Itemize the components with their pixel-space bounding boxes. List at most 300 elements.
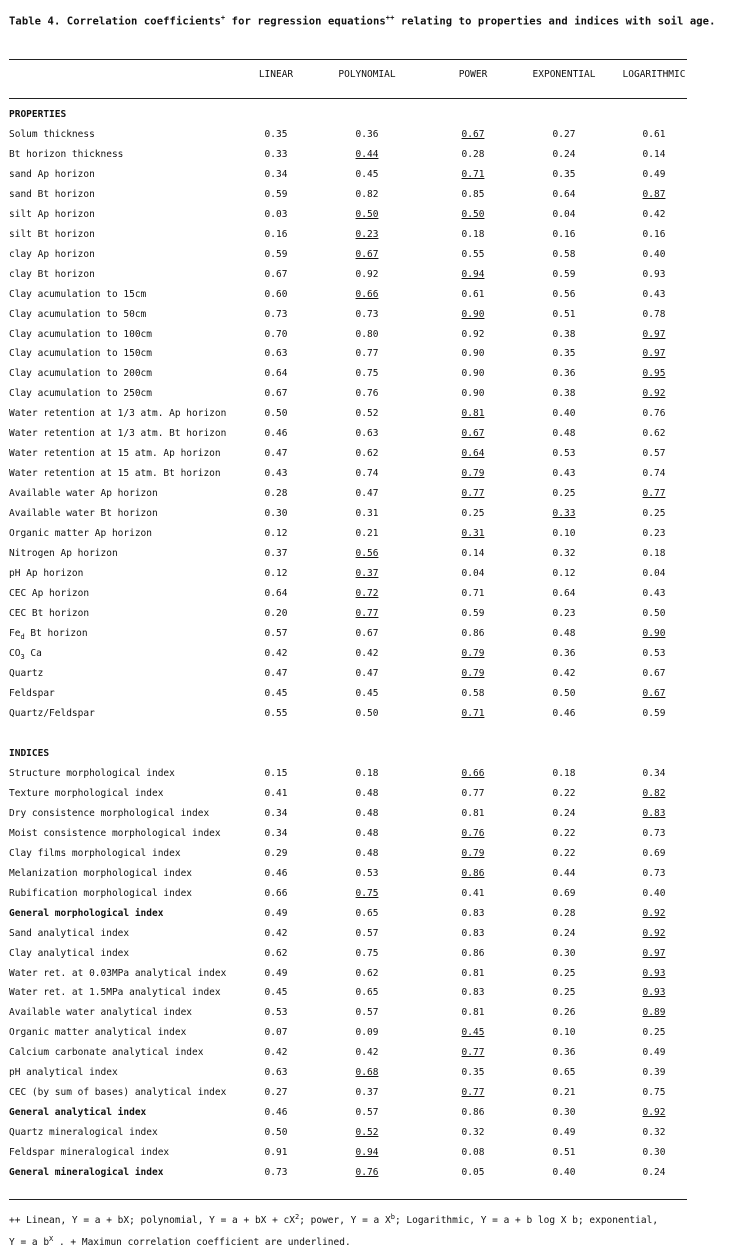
cell-polynomial: 0.48 (355, 827, 379, 839)
cell-logarithmic: 0.39 (642, 1067, 666, 1079)
cell-linear: 0.57 (264, 627, 288, 639)
cell-linear: 0.07 (264, 1027, 288, 1039)
row-label: CEC Bt horizon (9, 607, 90, 619)
table-title (9, 8, 727, 32)
cell-linear: 0.12 (264, 567, 288, 579)
header-rule (9, 98, 687, 99)
cell-logarithmic: 0.82 (642, 787, 666, 799)
cell-exponential: 0.43 (552, 468, 576, 480)
cell-exponential: 0.28 (552, 907, 576, 919)
cell-logarithmic: 0.57 (642, 448, 666, 460)
cell-linear: 0.64 (264, 587, 288, 599)
table-row (0, 887, 700, 901)
table-row (0, 1146, 700, 1160)
cell-power: 0.86 (461, 627, 485, 639)
cell-linear: 0.46 (264, 867, 288, 879)
row-label: Clay acumulation to 250cm (9, 388, 152, 400)
cell-exponential: 0.22 (552, 787, 576, 799)
row-label: Clay analytical index (9, 947, 130, 959)
section-heading-properties: PROPERTIES (9, 109, 67, 120)
cell-exponential: 0.48 (552, 627, 576, 639)
cell-logarithmic: 0.92 (642, 927, 666, 939)
cell-logarithmic: 0.62 (642, 428, 666, 440)
row-label: Calcium carbonate analytical index (9, 1047, 204, 1059)
table-row (0, 347, 700, 361)
cell-linear: 0.91 (264, 1147, 288, 1159)
cell-exponential: 0.26 (552, 1007, 576, 1019)
row-label: Available water Ap horizon (9, 488, 158, 500)
cell-power: 0.32 (461, 1127, 485, 1139)
cell-polynomial: 0.72 (355, 587, 379, 599)
table-row (0, 1066, 700, 1080)
cell-polynomial: 0.82 (355, 188, 379, 200)
table-row (0, 647, 700, 661)
cell-power: 0.77 (461, 1047, 485, 1059)
cell-polynomial: 0.50 (355, 208, 379, 220)
cell-polynomial: 0.74 (355, 468, 379, 480)
cell-polynomial: 0.63 (355, 428, 379, 440)
cell-linear: 0.12 (264, 528, 288, 539)
cell-linear: 0.63 (264, 1067, 288, 1079)
cell-power: 0.35 (461, 1067, 485, 1079)
cell-power: 0.83 (461, 907, 485, 919)
cell-power: 0.81 (461, 408, 485, 420)
cell-power: 0.94 (461, 268, 485, 280)
cell-logarithmic: 0.18 (642, 547, 666, 559)
cell-power: 0.79 (461, 468, 485, 480)
cell-exponential: 0.59 (552, 268, 576, 280)
cell-linear: 0.49 (264, 967, 288, 979)
cell-power: 0.86 (461, 947, 485, 959)
cell-linear: 0.50 (264, 408, 288, 420)
column-header-exponential: EXPONENTIAL (532, 69, 596, 80)
table-row (0, 807, 700, 821)
cell-logarithmic: 0.69 (642, 847, 666, 859)
cell-logarithmic: 0.83 (642, 807, 666, 819)
table-row (0, 527, 700, 541)
cell-polynomial: 0.75 (355, 947, 379, 959)
cell-exponential: 0.24 (552, 148, 576, 160)
footnote-part-a: ++ Linean, Y = a + bX; polynomial, Y = a + bX + cX (9, 1215, 295, 1227)
cell-logarithmic: 0.78 (642, 308, 666, 320)
row-label: silt Bt horizon (9, 228, 95, 240)
cell-exponential: 0.40 (552, 1167, 576, 1178)
cell-power: 0.59 (461, 607, 485, 619)
table-row (0, 208, 700, 222)
table-row (0, 827, 700, 841)
table-row (0, 627, 700, 641)
cell-logarithmic: 0.23 (642, 528, 666, 539)
cell-power: 0.90 (461, 308, 485, 320)
column-header-linear: LINEAR (258, 69, 294, 80)
cell-polynomial: 0.92 (355, 268, 379, 280)
cell-linear: 0.66 (264, 887, 288, 899)
cell-exponential: 0.51 (552, 308, 576, 320)
cell-power: 0.92 (461, 328, 485, 340)
table-row (0, 947, 700, 961)
row-label: Feldspar (9, 687, 55, 699)
table-row (0, 587, 700, 601)
cell-polynomial: 0.65 (355, 907, 379, 919)
cell-power: 0.90 (461, 388, 485, 400)
cell-power: 0.50 (461, 208, 485, 220)
footnote (9, 1208, 727, 1252)
cell-logarithmic: 0.30 (642, 1147, 666, 1159)
cell-logarithmic: 0.25 (642, 508, 666, 520)
row-label: Melanization morphological index (9, 867, 193, 879)
cell-polynomial: 0.42 (355, 647, 379, 659)
cell-exponential: 0.69 (552, 887, 576, 899)
cell-logarithmic: 0.76 (642, 408, 666, 420)
cell-logarithmic: 0.93 (642, 987, 666, 999)
cell-exponential: 0.36 (552, 647, 576, 659)
cell-exponential: 0.12 (552, 567, 576, 579)
cell-polynomial: 0.75 (355, 887, 379, 899)
row-label: Solum thickness (9, 129, 95, 140)
cell-exponential: 0.25 (552, 967, 576, 979)
cell-linear: 0.42 (264, 647, 288, 659)
cell-power: 0.81 (461, 967, 485, 979)
cell-logarithmic: 0.50 (642, 607, 666, 619)
cell-polynomial: 0.62 (355, 967, 379, 979)
cell-logarithmic: 0.92 (642, 1107, 666, 1119)
table-row (0, 447, 700, 461)
cell-power: 0.41 (461, 887, 485, 899)
cell-linear: 0.29 (264, 847, 288, 859)
cell-exponential: 0.10 (552, 528, 576, 539)
cell-linear: 0.59 (264, 248, 288, 260)
cell-power: 0.85 (461, 188, 485, 200)
table-row (0, 907, 700, 921)
cell-power: 0.76 (461, 827, 485, 839)
row-label: CEC Ap horizon (9, 587, 90, 599)
cell-logarithmic: 0.89 (642, 1007, 666, 1019)
cell-polynomial: 0.67 (355, 627, 379, 639)
footnote-sup-d: X (49, 1235, 54, 1244)
cell-power: 0.14 (461, 547, 485, 559)
cell-power: 0.71 (461, 587, 485, 599)
row-label: sand Bt horizon (9, 188, 95, 200)
cell-power: 0.77 (461, 787, 485, 799)
cell-polynomial: 0.47 (355, 488, 379, 500)
cell-logarithmic: 0.43 (642, 288, 666, 300)
row-label: Clay films morphological index (9, 847, 181, 859)
cell-linear: 0.67 (264, 388, 288, 400)
cell-exponential: 0.04 (552, 208, 576, 220)
table-row (0, 487, 700, 501)
table-row (0, 308, 700, 322)
cell-linear: 0.43 (264, 468, 288, 480)
row-label: Clay acumulation to 150cm (9, 348, 152, 360)
row-label: Available water Bt horizon (9, 508, 158, 520)
cell-polynomial: 0.48 (355, 807, 379, 819)
cell-power: 0.79 (461, 667, 485, 679)
row-label: Quartz mineralogical index (9, 1127, 158, 1139)
table-row (0, 248, 700, 262)
cell-power: 0.86 (461, 867, 485, 879)
cell-logarithmic: 0.97 (642, 348, 666, 360)
cell-exponential: 0.36 (552, 368, 576, 380)
column-header-power: POWER (458, 69, 488, 80)
cell-power: 0.55 (461, 248, 485, 260)
table-row (0, 387, 700, 401)
cell-logarithmic: 0.43 (642, 587, 666, 599)
cell-linear: 0.42 (264, 927, 288, 939)
cell-power: 0.81 (461, 807, 485, 819)
cell-linear: 0.67 (264, 268, 288, 280)
column-header-logarithmic: LOGARITHMIC (622, 69, 686, 80)
cell-linear: 0.73 (264, 308, 288, 320)
cell-polynomial: 0.94 (355, 1147, 379, 1159)
cell-polynomial: 0.44 (355, 148, 379, 160)
cell-power: 0.79 (461, 647, 485, 659)
table-row (0, 1126, 700, 1140)
row-label: Structure morphological index (9, 768, 175, 779)
cell-linear: 0.16 (264, 228, 288, 240)
footnote-sup-a: 2 (294, 1213, 300, 1221)
row-label: Texture morphological index (9, 787, 164, 799)
cell-linear: 0.53 (264, 1007, 288, 1019)
row-label: Bt horizon thickness (9, 148, 124, 160)
table-row (0, 168, 700, 182)
cell-exponential: 0.56 (552, 288, 576, 300)
cell-logarithmic: 0.16 (642, 228, 666, 240)
table-row (0, 1086, 700, 1100)
cell-polynomial: 0.18 (355, 768, 379, 779)
cell-linear: 0.30 (264, 508, 288, 520)
cell-logarithmic: 0.24 (642, 1167, 666, 1178)
table-row (0, 288, 700, 302)
cell-linear: 0.34 (264, 827, 288, 839)
row-label: clay Bt horizon (9, 268, 95, 280)
cell-polynomial: 0.57 (355, 927, 379, 939)
table-row (0, 367, 700, 381)
cell-exponential: 0.25 (552, 987, 576, 999)
cell-linear: 0.63 (264, 348, 288, 360)
row-label: $CO_3$ Ca (9, 647, 42, 661)
cell-polynomial: 0.37 (355, 1087, 379, 1099)
cell-linear: 0.59 (264, 188, 288, 200)
cell-logarithmic: 0.04 (642, 567, 666, 579)
cell-linear: 0.60 (264, 288, 288, 300)
row-label: Moist consistence morphological index (9, 827, 221, 839)
row-label: pH analytical index (9, 1067, 118, 1079)
cell-power: 0.04 (461, 567, 485, 579)
table-row (0, 128, 700, 142)
cell-exponential: 0.10 (552, 1027, 576, 1039)
footnote-part-b: ; power, Y = a X (299, 1215, 391, 1227)
cell-power: 0.61 (461, 288, 485, 300)
cell-exponential: 0.24 (552, 927, 576, 939)
cell-linear: 0.70 (264, 328, 288, 340)
cell-power: 0.67 (461, 428, 485, 440)
cell-linear: 0.46 (264, 428, 288, 440)
table-row (0, 787, 700, 801)
cell-exponential: 0.16 (552, 228, 576, 240)
cell-power: 0.86 (461, 1107, 485, 1119)
table-row (0, 407, 700, 421)
cell-logarithmic: 0.97 (642, 328, 666, 340)
cell-power: 0.90 (461, 348, 485, 360)
table-row (0, 328, 700, 342)
table-row (0, 847, 700, 861)
row-label: Clay acumulation to 200cm (9, 368, 152, 380)
cell-polynomial: 0.56 (355, 547, 379, 559)
row-label: silt Ap horizon (9, 208, 95, 220)
row-label: Feldspar mineralogical index (9, 1147, 170, 1159)
table-row (0, 188, 700, 202)
cell-power: 0.08 (461, 1147, 485, 1159)
cell-polynomial: 0.80 (355, 328, 379, 340)
cell-polynomial: 0.48 (355, 847, 379, 859)
cell-exponential: 0.24 (552, 807, 576, 819)
cell-power: 0.90 (461, 368, 485, 380)
cell-power: 0.66 (461, 768, 485, 779)
cell-power: 0.31 (461, 528, 485, 539)
cell-linear: 0.20 (264, 607, 288, 619)
table-row (0, 567, 700, 581)
table-row (0, 427, 700, 441)
cell-exponential: 0.33 (552, 508, 576, 520)
cell-power: 0.64 (461, 448, 485, 460)
cell-polynomial: 0.45 (355, 168, 379, 180)
cell-polynomial: 0.42 (355, 1047, 379, 1059)
cell-polynomial: 0.31 (355, 508, 379, 520)
row-label: General analytical index (9, 1107, 147, 1119)
table-row (0, 1006, 700, 1020)
row-label: Water retention at 1/3 atm. Bt horizon (9, 428, 227, 440)
cell-linear: 0.47 (264, 448, 288, 460)
cell-polynomial: 0.75 (355, 368, 379, 380)
cell-exponential: 0.36 (552, 1047, 576, 1059)
cell-logarithmic: 0.93 (642, 967, 666, 979)
cell-exponential: 0.49 (552, 1127, 576, 1139)
table-row (0, 1026, 700, 1040)
table-row (0, 467, 700, 481)
cell-exponential: 0.64 (552, 188, 576, 200)
cell-power: 0.83 (461, 987, 485, 999)
cell-polynomial: 0.65 (355, 987, 379, 999)
cell-linear: 0.33 (264, 148, 288, 160)
cell-exponential: 0.44 (552, 867, 576, 879)
cell-linear: 0.27 (264, 1087, 288, 1099)
table-row (0, 607, 700, 621)
table-row (0, 1046, 700, 1060)
cell-logarithmic: 0.75 (642, 1087, 666, 1099)
cell-logarithmic: 0.93 (642, 268, 666, 280)
row-label: sand Ap horizon (9, 168, 95, 180)
cell-polynomial: 0.62 (355, 448, 379, 460)
cell-polynomial: 0.52 (355, 408, 379, 420)
cell-linear: 0.49 (264, 907, 288, 919)
cell-polynomial: 0.57 (355, 1107, 379, 1119)
title-sup-1: + (220, 14, 226, 22)
cell-logarithmic: 0.14 (642, 148, 666, 160)
cell-polynomial: 0.53 (355, 867, 379, 879)
row-label: Sand analytical index (9, 927, 130, 939)
cell-logarithmic: 0.73 (642, 827, 666, 839)
cell-logarithmic: 0.49 (642, 168, 666, 180)
cell-polynomial: 0.23 (355, 228, 379, 240)
cell-logarithmic: 0.32 (642, 1127, 666, 1139)
cell-exponential: 0.30 (552, 947, 576, 959)
cell-polynomial: 0.77 (355, 607, 379, 619)
cell-logarithmic: 0.67 (642, 667, 666, 679)
cell-linear: 0.28 (264, 488, 288, 500)
footnote-part-e: . + Maximun correlation coefficient are underlined. (53, 1237, 351, 1249)
cell-exponential: 0.50 (552, 687, 576, 699)
cell-linear: 0.03 (264, 208, 288, 220)
row-label: Quartz (9, 667, 44, 679)
table-row (0, 767, 700, 781)
cell-logarithmic: 0.40 (642, 248, 666, 260)
cell-polynomial: 0.47 (355, 667, 379, 679)
cell-power: 0.58 (461, 687, 485, 699)
cell-exponential: 0.64 (552, 587, 576, 599)
cell-linear: 0.42 (264, 1047, 288, 1059)
cell-polynomial: 0.50 (355, 707, 379, 719)
cell-polynomial: 0.77 (355, 348, 379, 360)
cell-logarithmic: 0.61 (642, 129, 666, 140)
row-label: Nitrogen Ap horizon (9, 547, 118, 559)
cell-exponential: 0.22 (552, 847, 576, 859)
cell-linear: 0.64 (264, 368, 288, 380)
table-row (0, 707, 700, 721)
top-rule (9, 59, 687, 60)
cell-linear: 0.47 (264, 667, 288, 679)
cell-exponential: 0.32 (552, 547, 576, 559)
cell-linear: 0.37 (264, 547, 288, 559)
cell-polynomial: 0.52 (355, 1127, 379, 1139)
row-label: Quartz/Feldspar (9, 707, 95, 719)
row-label: Water ret. at 0.03MPa analytical index (9, 967, 227, 979)
cell-exponential: 0.46 (552, 707, 576, 719)
cell-power: 0.28 (461, 148, 485, 160)
footnote-part-c: ; Logarithmic, Y = a + b log X b; exponential, (394, 1215, 659, 1227)
row-label: General mineralogical index (9, 1167, 164, 1178)
cell-exponential: 0.51 (552, 1147, 576, 1159)
title-text-2: for regression equations (225, 15, 386, 28)
cell-power: 0.67 (461, 129, 485, 140)
cell-exponential: 0.40 (552, 408, 576, 420)
table-row (0, 1106, 700, 1120)
table-row (0, 148, 700, 162)
cell-linear: 0.15 (264, 768, 288, 779)
cell-polynomial: 0.67 (355, 248, 379, 260)
cell-logarithmic: 0.97 (642, 947, 666, 959)
row-label: $Fe_d$ Bt horizon (9, 627, 88, 641)
column-header-polynomial: POLYNOMIAL (338, 69, 396, 80)
cell-logarithmic: 0.90 (642, 627, 666, 639)
cell-linear: 0.46 (264, 1107, 288, 1119)
cell-polynomial: 0.36 (355, 129, 379, 140)
table-row (0, 547, 700, 561)
row-label: Clay acumulation to 100cm (9, 328, 152, 340)
cell-polynomial: 0.57 (355, 1007, 379, 1019)
cell-exponential: 0.22 (552, 827, 576, 839)
cell-exponential: 0.58 (552, 248, 576, 260)
row-label: Organic matter Ap horizon (9, 528, 152, 539)
row-label: Clay acumulation to 50cm (9, 308, 147, 320)
title-text-3: relating to properties and indices with soil age. (394, 15, 716, 28)
table-row (0, 1166, 700, 1180)
row-label: clay Ap horizon (9, 248, 95, 260)
row-label: Organic matter analytical index (9, 1027, 187, 1039)
cell-exponential: 0.35 (552, 168, 576, 180)
cell-power: 0.71 (461, 168, 485, 180)
cell-exponential: 0.53 (552, 448, 576, 460)
cell-linear: 0.34 (264, 807, 288, 819)
